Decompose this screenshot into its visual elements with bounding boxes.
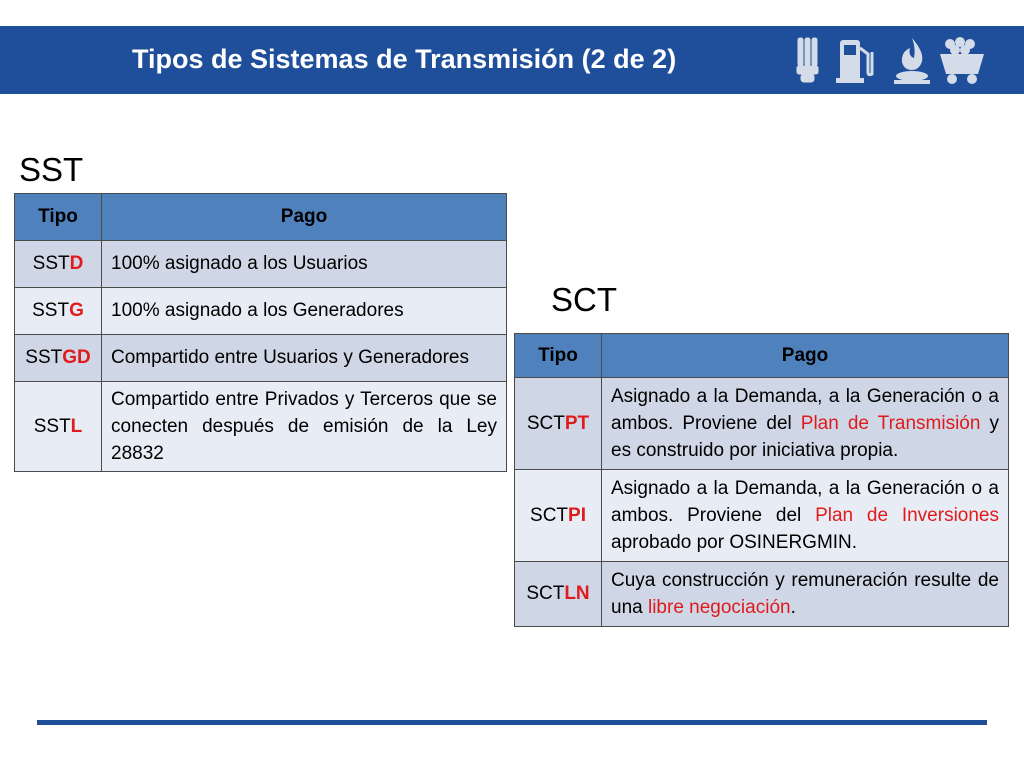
table-row (515, 562, 1009, 627)
tipo-cell: SCTPT (515, 378, 602, 470)
pago-cell: Cuya construcción y remuneración resulte de una libre negociación. (602, 562, 1009, 627)
sst-section-label: SST (19, 151, 84, 188)
tipo-cell: SSTGD (15, 335, 102, 382)
pago-cell: Asignado a la Demanda, a la Generación o a ambos. Proviene del Plan de Transmisión y es construido por iniciativa propia. (602, 378, 1009, 470)
mining-cart-icon (940, 37, 984, 84)
tipo-cell: SSTG (15, 288, 102, 335)
table-row (15, 335, 507, 382)
sst-table (14, 193, 507, 472)
light-bulb-icon (797, 38, 818, 82)
sct-header-row (515, 334, 1009, 378)
libre-negociacion-highlight: libre negociación (647, 597, 791, 618)
tipo-cell: SCTLN (515, 562, 602, 627)
sct-col-tipo: Tipo (515, 334, 602, 378)
sct-col-pago: Pago (602, 334, 1009, 378)
table-row (15, 382, 507, 472)
plan-transmision-highlight: Plan de Transmisión (800, 413, 981, 434)
tipo-cell: SSTL (15, 382, 102, 472)
pago-cell: Compartido entre Usuarios y Generadores (102, 335, 507, 382)
pago-cell: Asignado a la Demanda, a la Generación o a ambos. Proviene del Plan de Inversiones aprobado por OSINERGMIN. (602, 470, 1009, 562)
gas-flame-icon (894, 38, 930, 84)
energy-icons-strip (790, 34, 990, 86)
sst-col-tipo: Tipo (15, 194, 102, 241)
page-title: Tipos de Sistemas de Transmisión (2 de 2) (132, 44, 677, 74)
table-row (15, 241, 507, 288)
footer-divider (37, 720, 987, 725)
table-row (15, 288, 507, 335)
sst-header-row (15, 194, 507, 241)
fuel-pump-icon (836, 40, 872, 83)
pago-cell: 100% asignado a los Generadores (102, 288, 507, 335)
table-row (515, 378, 1009, 470)
plan-inversiones-highlight: Plan de Inversiones (815, 505, 999, 526)
table-row (515, 470, 1009, 562)
tipo-cell: SSTD (15, 241, 102, 288)
sct-section-label: SCT (551, 281, 617, 318)
pago-cell: Compartido entre Privados y Terceros que se conecten después de emisión de la Ley 28832 (102, 382, 507, 472)
tipo-cell: SCTPI (515, 470, 602, 562)
sst-col-pago: Pago (102, 194, 507, 241)
sct-table (514, 333, 1009, 627)
pago-cell: 100% asignado a los Usuarios (102, 241, 507, 288)
